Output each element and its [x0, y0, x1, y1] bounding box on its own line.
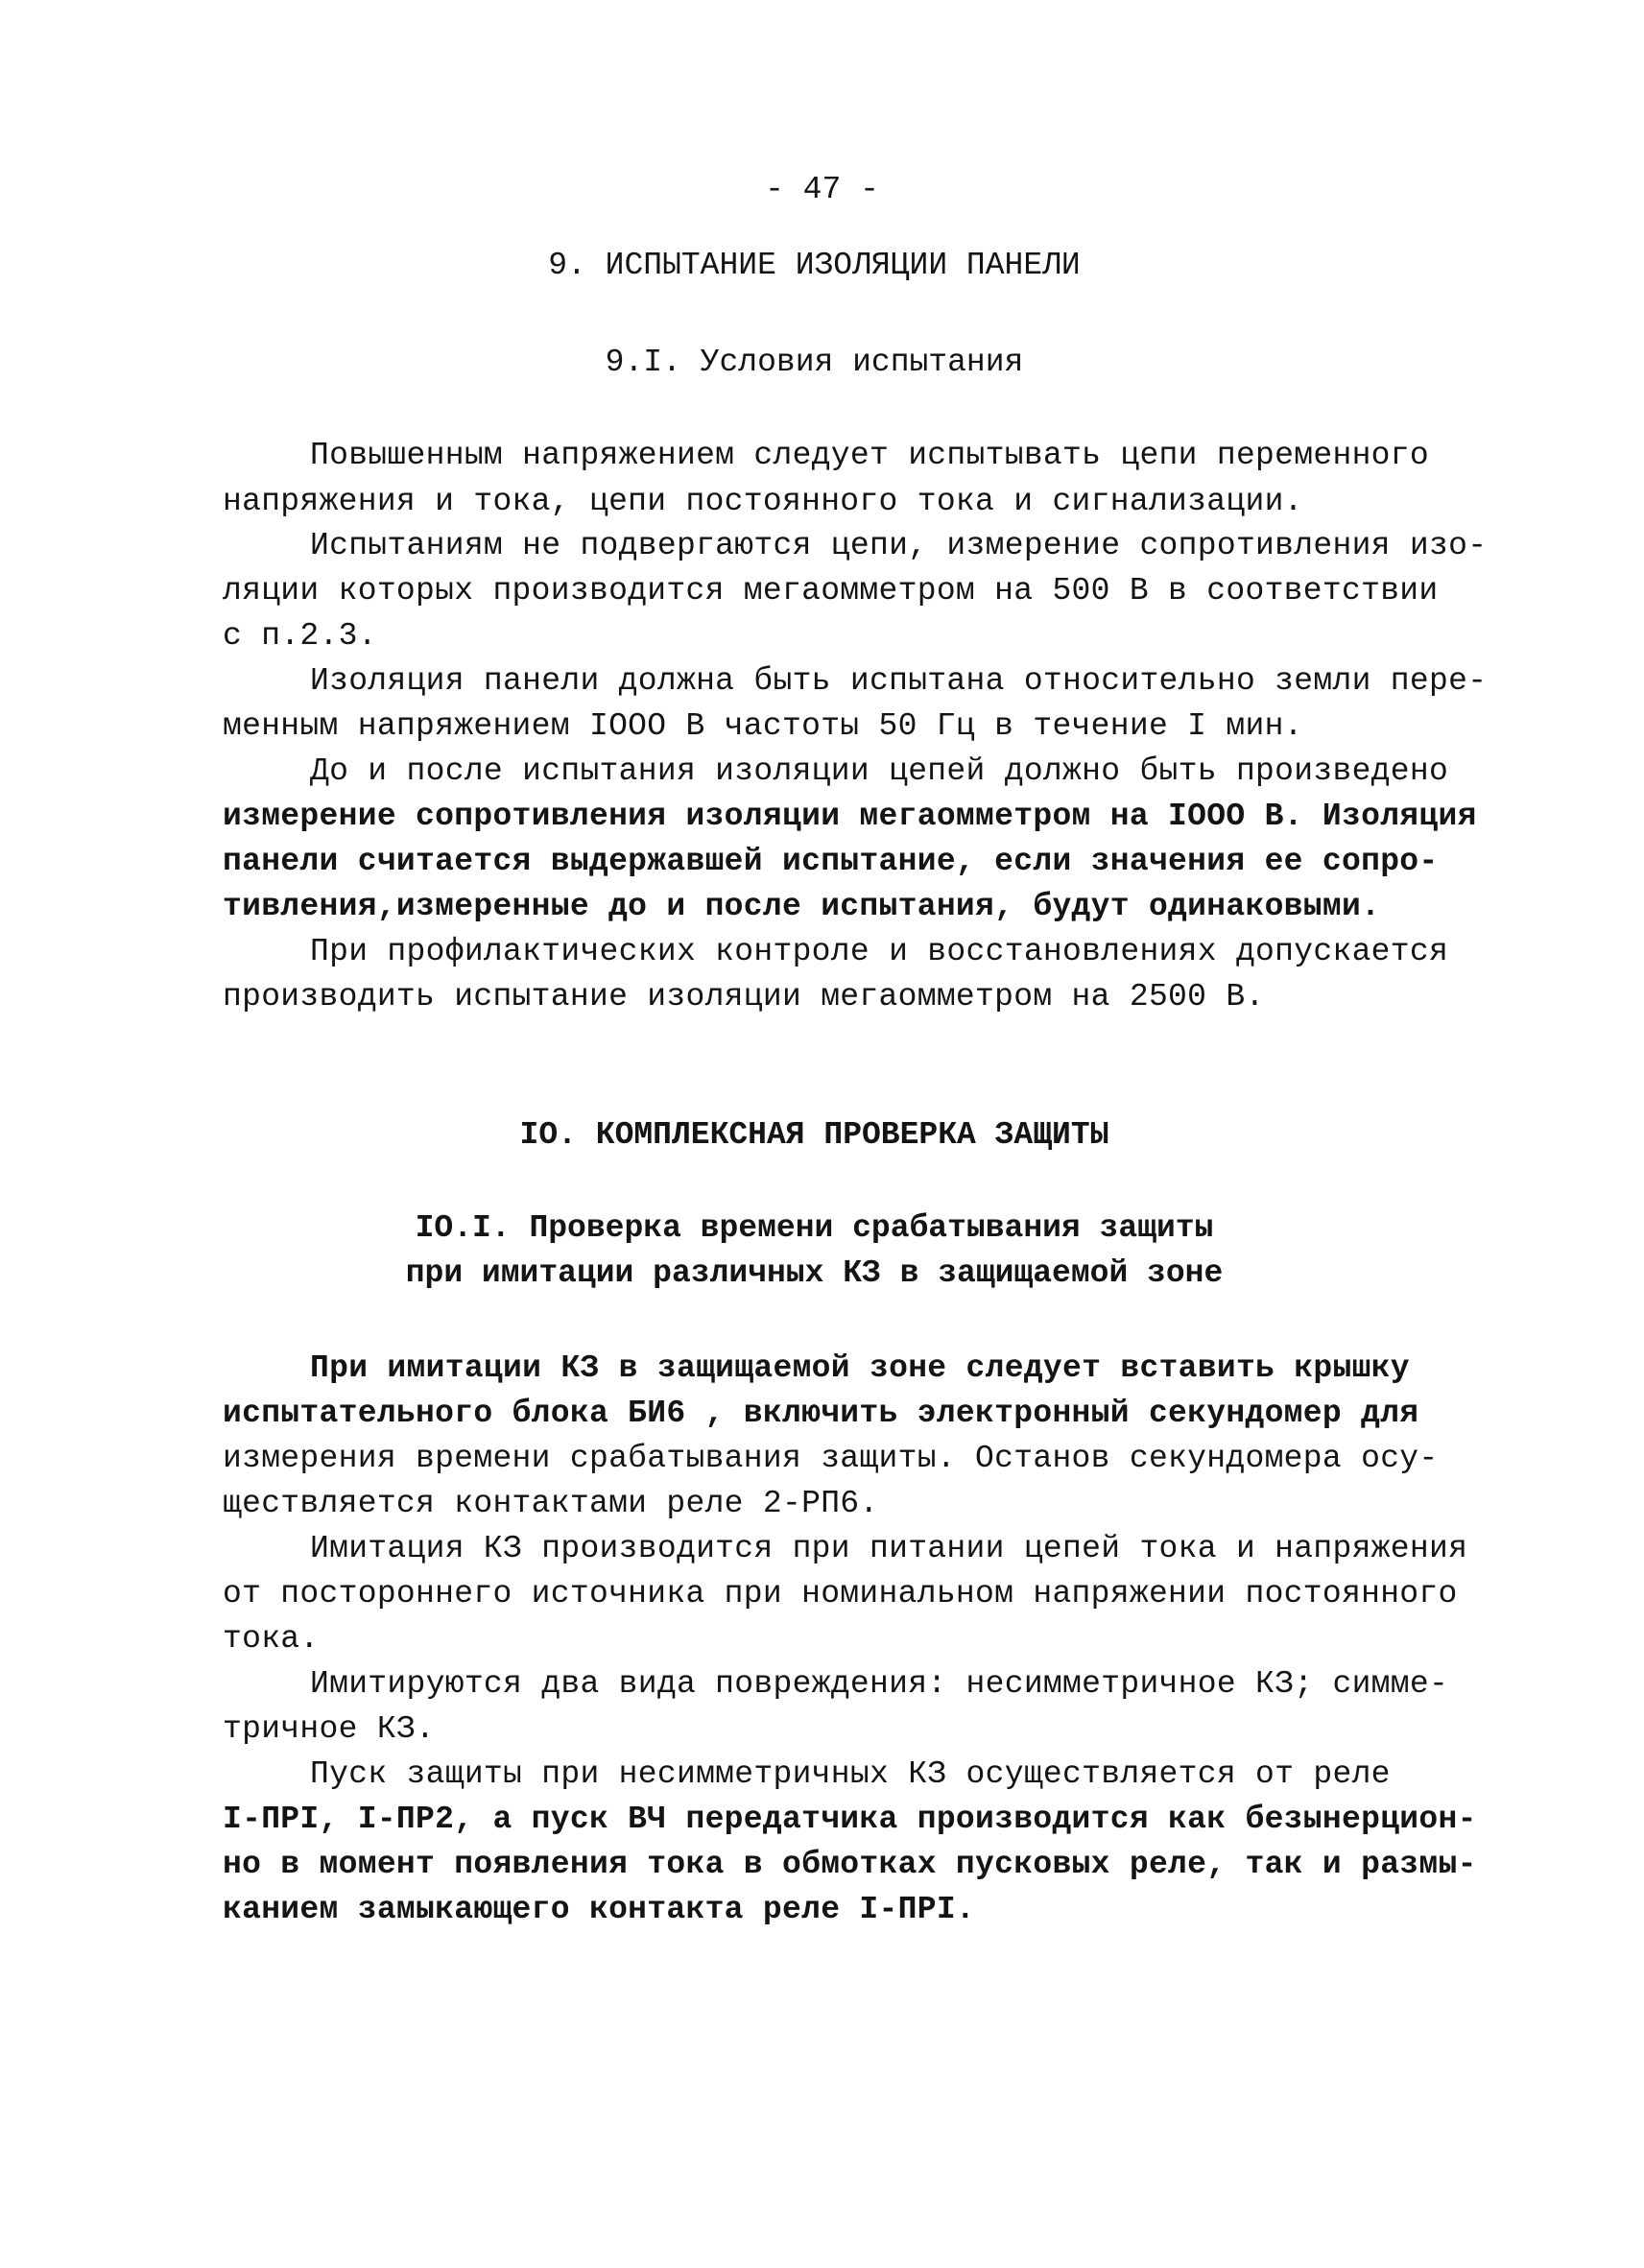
paragraph-line: До и после испытания изоляции цепей должно быть произведено [310, 753, 1449, 789]
paragraph-line: менным напряжением IOOO В частоты 50 Гц в течение I мин. [223, 708, 1303, 744]
paragraph-line: тока. [223, 1621, 320, 1657]
paragraph-line: измерение сопротивления изоляции мегаомметром на IOOO В. Изоляция [223, 799, 1477, 834]
paragraph-line: тричное КЗ. [223, 1711, 436, 1747]
section-10-1-heading-line2: при имитации различных КЗ в защищаемой зоне [405, 1255, 1224, 1291]
paragraph-line: ществляется контактами реле 2-РП6. [223, 1486, 879, 1521]
section-10-1-heading-line1: IO.I. Проверка времени срабатывания защиты [415, 1210, 1214, 1246]
paragraph-line: канием замыкающего контакта реле I-ПРI. [223, 1892, 976, 1927]
paragraph-line: панели считается выдержавшей испытание, если значения ее сопро- [223, 844, 1439, 879]
paragraph-line: измерения времени срабатывания защиты. Останов секундомера осу- [223, 1441, 1439, 1476]
paragraph-line: При имитации КЗ в защищаемой зоне следует вставить крышку [310, 1350, 1410, 1386]
paragraph-line: Пуск защиты при несимметричных КЗ осуществляется от реле [310, 1756, 1391, 1792]
section-10-heading: IO. КОМПЛЕКСНАЯ ПРОВЕРКА ЗАЩИТЫ [519, 1117, 1109, 1153]
paragraph-line: напряжения и тока, цепи постоянного тока и сигнализации. [223, 484, 1303, 519]
paragraph-line: Повышенным напряжением следует испытывать цепи переменного [310, 438, 1429, 473]
paragraph-line: При профилактических контроле и восстановлениях допускается [310, 934, 1449, 969]
paragraph-line: испытательного блока БИ6 , включить электронный секундомер для [223, 1396, 1419, 1431]
paragraph-line: ляции которых производится мегаомметром на 500 В в соответствии [223, 573, 1439, 609]
paragraph-line: Изоляция панели должна быть испытана относительно земли пере- [310, 663, 1488, 699]
paragraph-line: I-ПРI, I-ПР2, а пуск ВЧ передатчика производится как безынерцион- [223, 1802, 1477, 1837]
paragraph-line: Испытаниям не подвергаются цепи, измерение сопротивления изо- [310, 528, 1488, 563]
paragraph-line: с п.2.3. [223, 618, 377, 654]
section-9-1-heading: 9.I. Условия испытания [605, 345, 1024, 380]
paragraph-line: но в момент появления тока в обмотках пусковых реле, так и размы- [223, 1847, 1477, 1882]
paragraph-line: от постороннего источника при номинальном напряжении постоянного [223, 1576, 1458, 1611]
section-9-heading: 9. ИСПЫТАНИЕ ИЗОЛЯЦИИ ПАНЕЛИ [548, 248, 1081, 283]
paragraph-line: тивления,измеренные до и после испытания, будут одинаковыми. [223, 889, 1381, 924]
paragraph-line: Имитируются два вида повреждения: несимметричное КЗ; симме- [310, 1666, 1449, 1702]
paragraph-line: Имитация КЗ производится при питании цепей тока и напряжения [310, 1531, 1468, 1566]
page-number: - 47 - [765, 172, 879, 207]
paragraph-line: производить испытание изоляции мегаомметром на 2500 В. [223, 979, 1265, 1015]
